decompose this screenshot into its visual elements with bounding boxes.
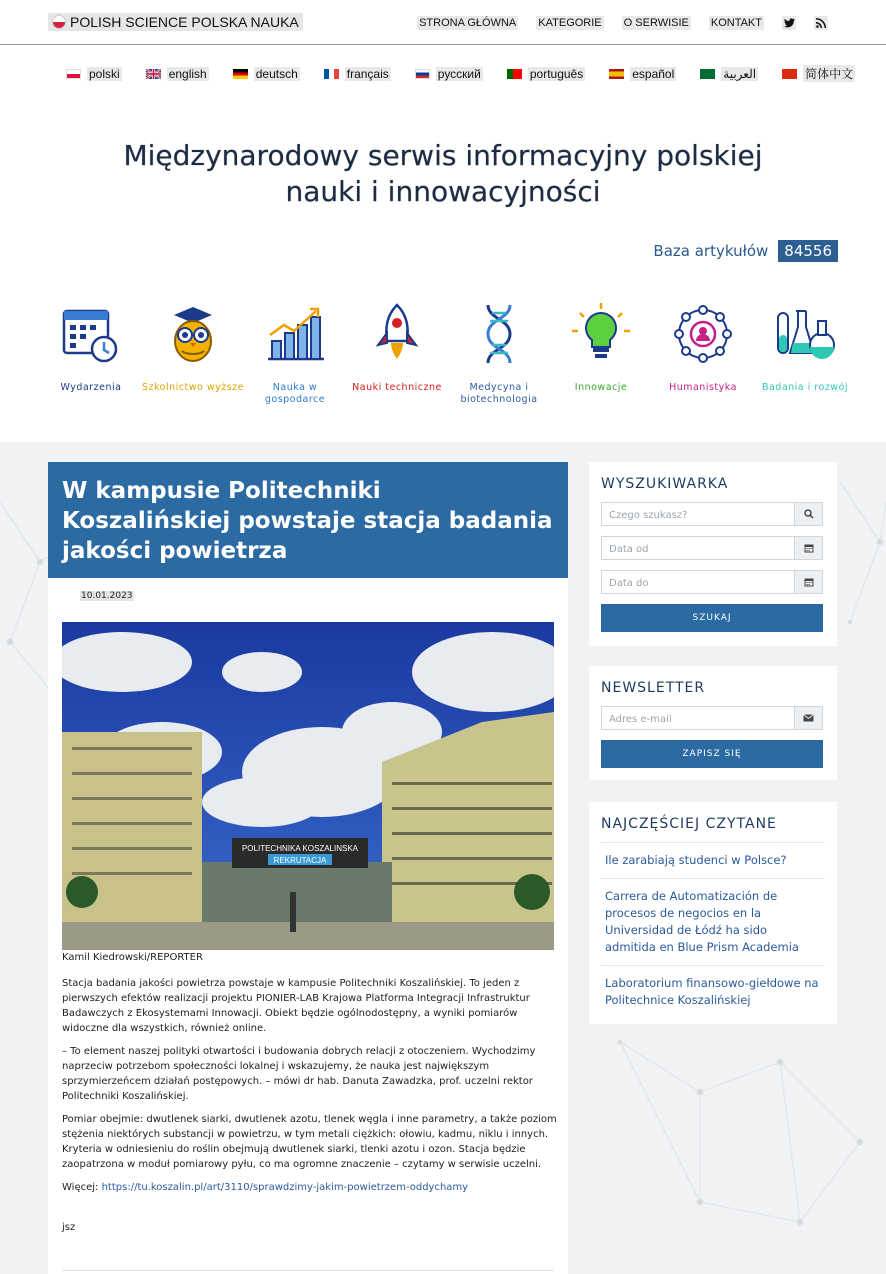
nav-home[interactable]: STRONA GŁÓWNA [419,17,517,29]
newsletter-title: NEWSLETTER [601,680,706,696]
article-count [653,240,838,262]
sa-flag-icon [700,69,715,79]
search-input[interactable] [602,505,792,527]
search-query-field [601,502,823,526]
lightbulb-icon [563,296,639,372]
popular-item[interactable]: Carrera de Automatización de procesos de negocios en la Universidad de Łódź ha sido admitida en Blue Prism Academia [601,878,825,965]
more-info [62,1180,558,1195]
date-from-input[interactable] [602,539,792,561]
article-count-value: 84556 [778,240,838,262]
de-flag-icon [233,69,248,79]
category-higher-education[interactable]: Szkolnictwo wyższe [142,296,244,406]
top-bar [0,0,886,100]
lang-portugues[interactable]: português [507,65,585,82]
lang-deutsch[interactable]: deutsch [233,65,300,82]
category-humanities[interactable]: Humanistyka [652,296,754,406]
nav-categories[interactable]: KATEGORIE [538,17,602,29]
cn-flag-icon [782,69,797,79]
pl-flag-icon [66,69,81,79]
date-to-input[interactable] [602,573,792,595]
photo-sign-bottom: REKRUTACJA [273,856,327,865]
twitter-icon[interactable] [782,16,796,30]
lang-espanol[interactable]: español [609,65,676,82]
lab-flask-icon [767,296,843,372]
fr-flag-icon [324,69,339,79]
category-technical-sciences[interactable]: Nauki techniczne [346,296,448,406]
article-paragraph: – To element naszej polityki otwartości i budowania dobrych relacji z otoczeniem. Wychodzimy naprzeciw potrzebom społeczności lokalnej i wskazujemy, że nauka jest największym sprzymierzeńcem działań postępowych. – mówi dr hab. Danuta Zawadzka, prof. uczelni rektor Politechniki Koszalińskiej. [62,1046,536,1102]
search-button[interactable]: SZUKAJ [601,604,823,632]
search-panel [589,462,837,646]
article-paragraph: Stacja badania jakości powietrza powstaje w kampusie Politechniki Koszalińskiej. To jeden z pierwszych efektów realizacji projektu PIONIER-LAB Krajowa Platforma Integracji Infrastruktur Badawczych z Ekosystemami Innowacji. Obiekt będzie ogólnodostępny, a wyniki pomiarów widoczne dla wszystkich, również online. [62,978,530,1034]
lang-arabic[interactable]: العربية [700,65,758,82]
email-input[interactable] [602,709,792,731]
main-nav [417,16,828,30]
category-innovations[interactable]: Innowacje [550,296,652,406]
gb-flag-icon [146,69,161,79]
photo-caption: Kamil Kiedrowski/REPORTER [62,952,203,963]
article-photo[interactable] [62,622,554,950]
category-science-in-economy[interactable]: Nauka w gospodarce [244,296,346,406]
category-medicine-biotech[interactable]: Medycyna i biotechnologia [448,296,550,406]
lang-russian[interactable]: русский [415,65,483,82]
category-icons [40,296,860,406]
article [48,462,568,1274]
envelope-icon [794,707,822,729]
es-flag-icon [609,69,624,79]
popular-title: NAJCZĘŚCIEJ CZYTANE [601,816,777,832]
chart-icon [257,296,333,372]
subscribe-button[interactable]: ZAPISZ SIĘ [601,740,823,768]
popular-item[interactable]: Laboratorium finansowo-giełdowe na Politechnice Koszalińskiej [601,965,825,1018]
pt-flag-icon [507,69,522,79]
ru-flag-icon [415,69,430,79]
page-title: Międzynarodowy serwis informacyjny polskiej nauki i innowacyjności [123,139,763,208]
category-research-development[interactable]: Badania i rozwój [754,296,856,406]
article-divider [62,1270,554,1271]
category-events[interactable]: Wydarzenia [40,296,142,406]
article-body [62,976,558,1203]
search-icon[interactable] [794,503,822,525]
people-network-icon [665,296,741,372]
search-title: WYSZUKIWARKA [601,476,729,492]
date-to-field [601,570,823,594]
owl-icon [155,296,231,372]
article-paragraph: Pomiar obejmie: dwutlenek siarki, dwutlenek azotu, tlenek węgla i inne parametry, a także poziom stężenia niektórych substancji w powietrzu, w tym metali ciężkich: ołowiu, kadmu, niklu i innych. Kryteria w odniesieniu do roślin obejmują dwutlenek siarki, tlenki azotu i ozon. Stacja będzie zaopatrzona w moduł pomiarowy pyłu, co ma ogromne znaczenie – czytamy w serwisie uczelni. [62,1114,557,1170]
lang-english[interactable]: english [146,65,209,82]
lang-francais[interactable]: français [324,65,391,82]
article-title: W kampusie Politechniki Koszalińskiej powstaje stacja badania jakości powietrza [48,462,568,578]
dna-icon [461,296,537,372]
article-date: 10.01.2023 [81,591,133,601]
more-info-label: Więcej: [62,1182,99,1193]
site-brand-name: POLISH SCIENCE POLSKA NAUKA [70,14,299,30]
newsletter-email-field [601,706,823,730]
rss-icon[interactable] [814,16,828,30]
source-link[interactable]: https://tu.koszalin.pl/art/3110/sprawdzimy-jakim-powietrzem-oddychamy [101,1182,469,1193]
lang-polski[interactable]: polski [66,65,122,82]
popular-list [601,842,825,1018]
newsletter-panel [589,666,837,780]
header-divider [0,44,886,45]
article-count-label: Baza artykułów [653,242,769,260]
calendar-icon [53,296,129,372]
popular-panel [589,802,837,1024]
author-signoff: jsz [62,1222,76,1233]
photo-sign-top: POLITECHNIKA KOSZALINSKA [241,844,359,853]
calendar-icon[interactable] [794,537,822,559]
language-switcher [66,65,855,82]
poland-flag-icon [52,15,66,29]
site-logo[interactable] [48,13,303,31]
nav-contact[interactable]: KONTAKT [710,17,762,29]
popular-item[interactable]: Ile zarabiają studenci w Polsce? [601,842,825,878]
date-from-field [601,536,823,560]
nav-about[interactable]: O SERWISIE [623,17,689,29]
lang-chinese[interactable]: 简体中文 [782,65,855,82]
calendar-icon[interactable] [794,571,822,593]
rocket-icon [359,296,435,372]
